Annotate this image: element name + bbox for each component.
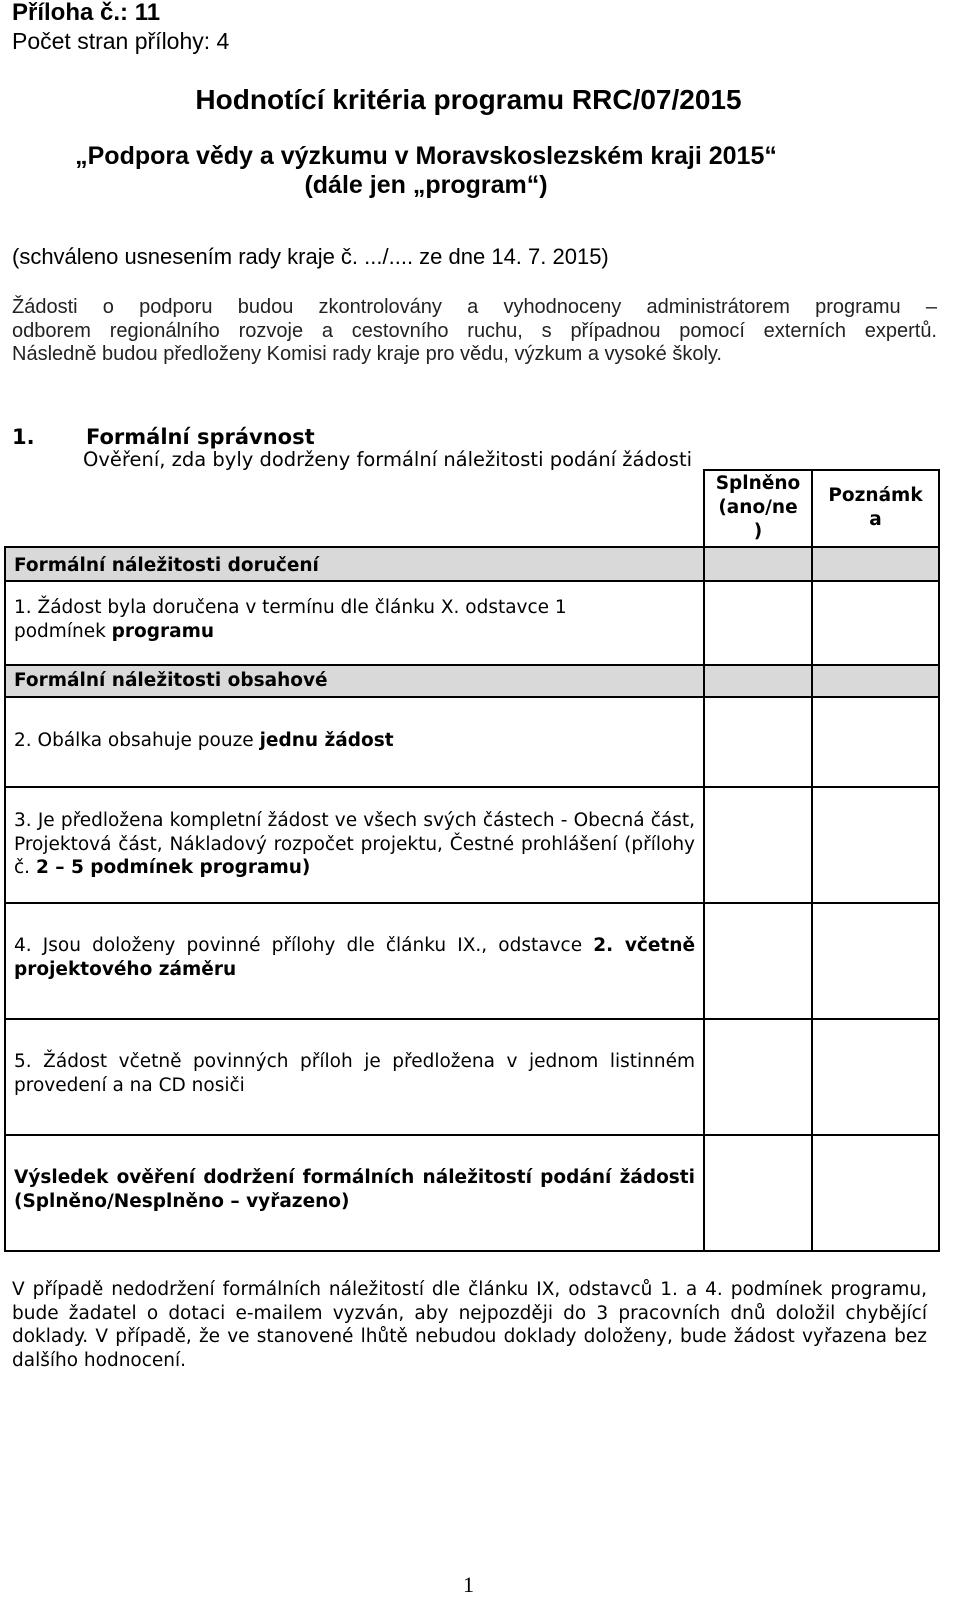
criterion-1 xyxy=(5,581,704,665)
criterion-1-poznamka[interactable] xyxy=(812,581,939,665)
section-title: Formální správnost xyxy=(86,425,315,449)
result-poznamka[interactable] xyxy=(812,1135,939,1251)
header-blank-cell xyxy=(5,470,704,547)
program-title xyxy=(0,142,852,200)
criterion-3-poznamka[interactable] xyxy=(812,787,939,903)
criterion-2-text: 2. Obálka obsahuje pouze xyxy=(14,730,260,751)
group-delivery xyxy=(5,547,704,581)
criterion-1-splneno[interactable] xyxy=(704,581,812,665)
criterion-1-line1: 1. Žádost byla doručena v termínu dle článku X. odstavce 1 xyxy=(14,597,567,618)
footer-paragraph: V případě nedodržení formálních náležitostí dle článku IX, odstavců 1. a 4. podmínek programu, bude žadatel o dotaci e-mailem vyzván, aby nejpozději do 3 pracovních dnů doložil chybějící doklady. V případě, že ve stanovené lhůtě nebudou doklady doloženy, bude žádost vyřazena bez dalšího hodnocení. xyxy=(12,1279,927,1371)
program-title-line1: „Podpora vědy a výzkumu v Moravskoslezském kraji 2015“ xyxy=(75,142,777,170)
criterion-5 xyxy=(5,1019,704,1135)
page-number: 1 xyxy=(463,1572,474,1597)
header-splneno-l2: (ano/ne xyxy=(718,497,798,518)
criterion-5-splneno[interactable] xyxy=(704,1019,812,1135)
header-splneno xyxy=(704,470,812,547)
header-splneno-l1: Splněno xyxy=(715,473,801,494)
criterion-4-bold: 2. včetně projektového záměru xyxy=(14,935,695,980)
section-subtitle: Ověření, zda byly dodrženy formální náležitosti podání žádosti xyxy=(83,448,693,471)
group-delivery-label: Formální náležitosti doručení xyxy=(14,554,319,576)
approval-note: (schváleno usnesením rady kraje č. .../.... ze dne 14. 7. 2015) xyxy=(12,244,609,269)
group-content xyxy=(5,665,704,697)
result-text: Výsledek ověření dodržení formálních náležitostí podání žádosti (Splněno/Nesplněno – vyřazeno) xyxy=(14,1167,695,1212)
header-poznamka xyxy=(812,470,939,547)
group-delivery-splneno xyxy=(704,547,812,581)
criterion-2-splneno[interactable] xyxy=(704,697,812,787)
header-poznamka-l1: Poznámk xyxy=(828,485,923,506)
criterion-4-poznamka[interactable] xyxy=(812,903,939,1019)
criterion-2 xyxy=(5,697,704,787)
criterion-4 xyxy=(5,903,704,1019)
criterion-1-line2: podmínek xyxy=(14,620,112,642)
intro-line1: Žádosti o podporu budou zkontrolovány a vyhodnoceny administrátorem programu – xyxy=(12,296,937,318)
criterion-4-text: 4. Jsou doloženy povinné přílohy dle článku IX., odstavce xyxy=(14,935,594,956)
criterion-3-text: 3. Je předložena kompletní žádost ve všech svých částech - Obecná část, Projektová část, Nákladový rozpočet projektu, Čestné prohlášení (přílohy č. xyxy=(14,810,695,878)
result-splneno[interactable] xyxy=(704,1135,812,1251)
section-heading xyxy=(12,424,315,450)
criteria-table xyxy=(4,469,940,1252)
criterion-3-splneno[interactable] xyxy=(704,787,812,903)
criterion-5-poznamka[interactable] xyxy=(812,1019,939,1135)
result-row xyxy=(5,1135,704,1251)
criterion-2-bold: jednu žádost xyxy=(259,730,394,751)
header-poznamka-l2: a xyxy=(869,509,882,530)
attachment-number: Příloha č.: 11 xyxy=(12,0,161,26)
criterion-4-splneno[interactable] xyxy=(704,903,812,1019)
group-delivery-poznamka xyxy=(812,547,939,581)
group-content-poznamka xyxy=(812,665,939,697)
intro-paragraph xyxy=(12,296,937,367)
section-number: 1. xyxy=(12,425,35,449)
criterion-3-bold: 2 – 5 podmínek programu) xyxy=(35,857,311,878)
criterion-2-poznamka[interactable] xyxy=(812,697,939,787)
program-title-line2: (dále jen „program“) xyxy=(304,171,548,199)
criterion-1-bold: programu xyxy=(111,620,215,642)
attachment-page-count: Počet stran přílohy: 4 xyxy=(12,28,230,54)
intro-line2: odborem regionálního rozvoje a cestovního ruchu, s případnou pomocí externích expertů. xyxy=(12,319,937,342)
group-content-label: Formální náležitosti obsahové xyxy=(14,670,328,691)
document-title: Hodnotící kritéria programu RRC/07/2015 xyxy=(195,84,742,115)
header-splneno-l3: ) xyxy=(753,521,763,542)
criterion-5-text: 5. Žádost včetně povinných příloh je předložena v jednom listinném provedení a na CD nosiči xyxy=(14,1051,695,1096)
criterion-3 xyxy=(5,787,704,903)
intro-line3: Následně budou předloženy Komisi rady kraje pro vědu, výzkum a vysoké školy. xyxy=(12,343,722,365)
group-content-splneno xyxy=(704,665,812,697)
